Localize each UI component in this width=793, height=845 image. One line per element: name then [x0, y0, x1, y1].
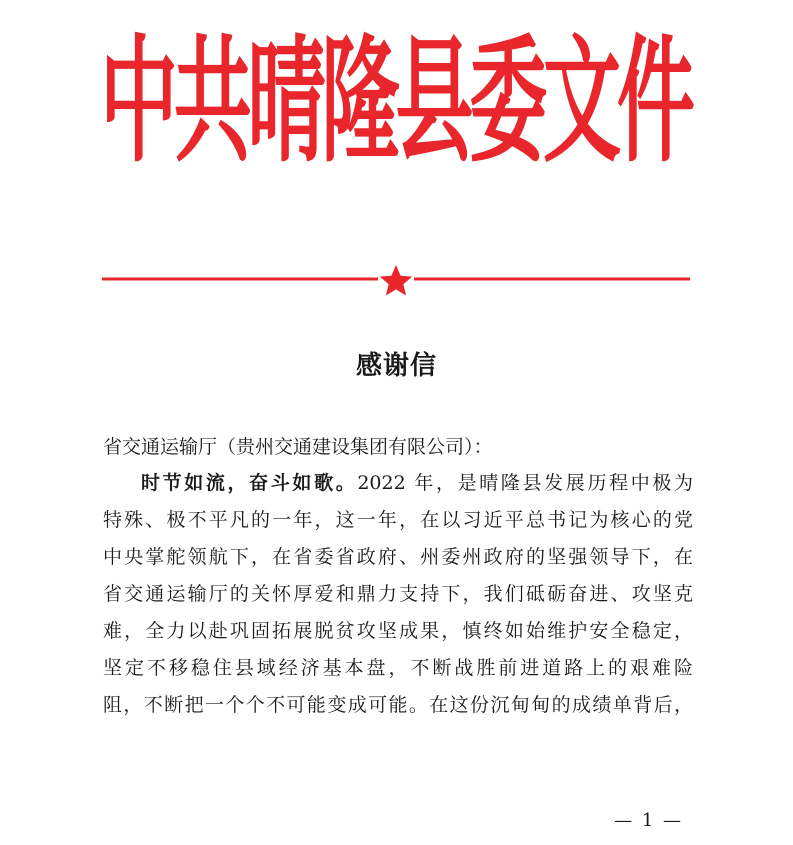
star-icon — [380, 265, 412, 296]
header-char: 件 — [616, 24, 695, 182]
line-text: 2022 年，是晴隆县发展历程中极为 — [357, 472, 693, 494]
document-title: 感谢信 — [355, 351, 437, 381]
body-paragraph — [103, 465, 693, 724]
paragraph-line: 阻，不断把一个个不可能变成可能。在这份沉甸甸的成绩单背后， — [103, 694, 693, 716]
salutation: 省交通运输厅（贵州交通建设集团有限公司）： — [103, 436, 493, 458]
red-divider-with-star — [102, 265, 690, 305]
header-char: 委 — [469, 24, 548, 182]
lead-phrase: 时节如流，奋斗如歌。 — [141, 472, 358, 494]
paragraph-line: 特殊、极不平凡的一年，这一年，在以习近平总书记为核心的党 — [103, 509, 693, 531]
paragraph-line: 省交通运输厅的关怀厚爱和鼎力支持下，我们砥砺奋进、攻坚克 — [103, 583, 693, 605]
header-char: 晴 — [247, 24, 326, 182]
header-char: 共 — [173, 24, 252, 182]
document-header-title — [100, 24, 695, 182]
header-char: 中 — [100, 24, 179, 182]
header-char: 文 — [543, 24, 622, 182]
paragraph-line — [103, 465, 693, 502]
paragraph-line: 中央掌舵领航下，在省委省政府、州委州政府的坚强领导下，在 — [103, 546, 693, 568]
header-char: 隆 — [321, 24, 400, 182]
page-number: — 1 — — [614, 810, 683, 831]
paragraph-line: 难，全力以赴巩固拓展脱贫攻坚成果，慎终如始维护安全稳定， — [103, 620, 693, 642]
header-char: 县 — [395, 24, 474, 182]
paragraph-line: 坚定不移稳住县域经济基本盘，不断战胜前进道路上的艰难险 — [103, 657, 693, 679]
